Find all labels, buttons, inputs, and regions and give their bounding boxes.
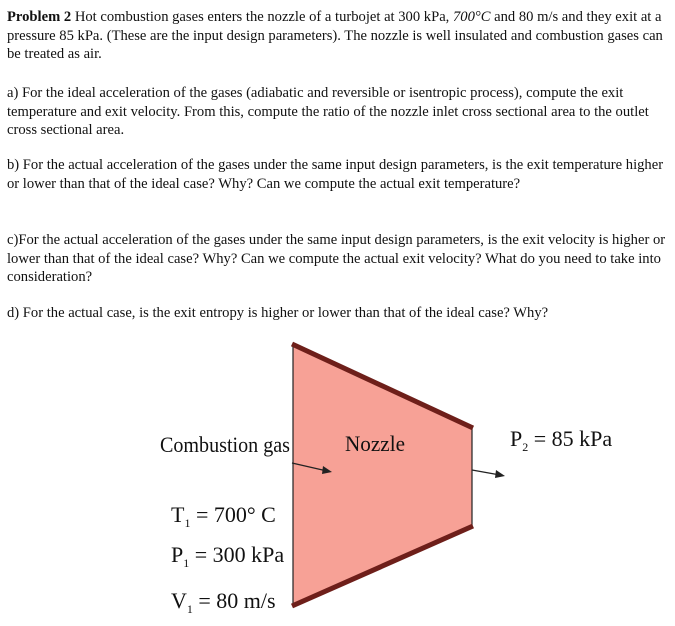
outlet-pressure-value: = 85 kPa (528, 426, 613, 451)
intro-text-1: Hot combustion gases enters the nozzle of a turbojet at 300 kPa, (74, 9, 450, 25)
problem-label: Problem 2 (7, 9, 72, 25)
inlet-temperature (171, 502, 276, 530)
question-a: a) For the ideal acceleration of the gases (adiabatic and reversible or isentropic process), compute the exit temperature and exit velocity. From this, compute the ratio of the nozzle inlet cross sectional area to the outlet cross sectional area. (7, 85, 649, 139)
inlet-velocity-value: = 80 m/s (192, 588, 276, 613)
inlet-velocity (171, 588, 276, 616)
outlet-pressure-subscript: 2 (522, 440, 529, 454)
inlet-pressure-value: = 300 kPa (189, 542, 285, 567)
inlet-temperature-subscript: 1 (184, 516, 191, 530)
inlet-temperature-symbol: T (171, 502, 185, 527)
nozzle-label: Nozzle (345, 431, 405, 456)
inlet-temperature-value: = 700° C (190, 502, 276, 527)
question-d: d) For the actual case, is the exit entropy is higher or lower than that of the ideal case? Why? (7, 305, 549, 321)
question-c: c)For the actual acceleration of the gases under the same input design parameters, is the exit velocity is higher or lower than that of the ideal case? Why? Can we compute the actual exit velocity? What do you need to take into consideration? (7, 232, 666, 286)
outlet-pressure-symbol: P (510, 426, 523, 451)
inlet-label: Combustion gas (160, 432, 290, 457)
outlet-arrowhead (495, 470, 505, 478)
inlet-pressure-symbol: P (171, 542, 184, 567)
inlet-velocity-subscript: 1 (186, 602, 193, 616)
inlet-velocity-symbol: V (171, 588, 187, 613)
inlet-pressure-subscript: 1 (183, 556, 190, 570)
intro-text-2: and 80 m/s and they exit at a pressure 85 kPa. (These are the input design parameters). The nozzle is well insulated and combustion gases can be treated as air. (7, 9, 663, 63)
question-b: b) For the actual acceleration of the gases under the same input design parameters, is the exit temperature higher or lower than that of the ideal case? Why? Can we compute the actual exit temperature? (7, 157, 664, 192)
intro-temperature: 700°C (452, 9, 491, 25)
inlet-pressure (171, 542, 284, 570)
outlet-pressure (510, 426, 612, 454)
